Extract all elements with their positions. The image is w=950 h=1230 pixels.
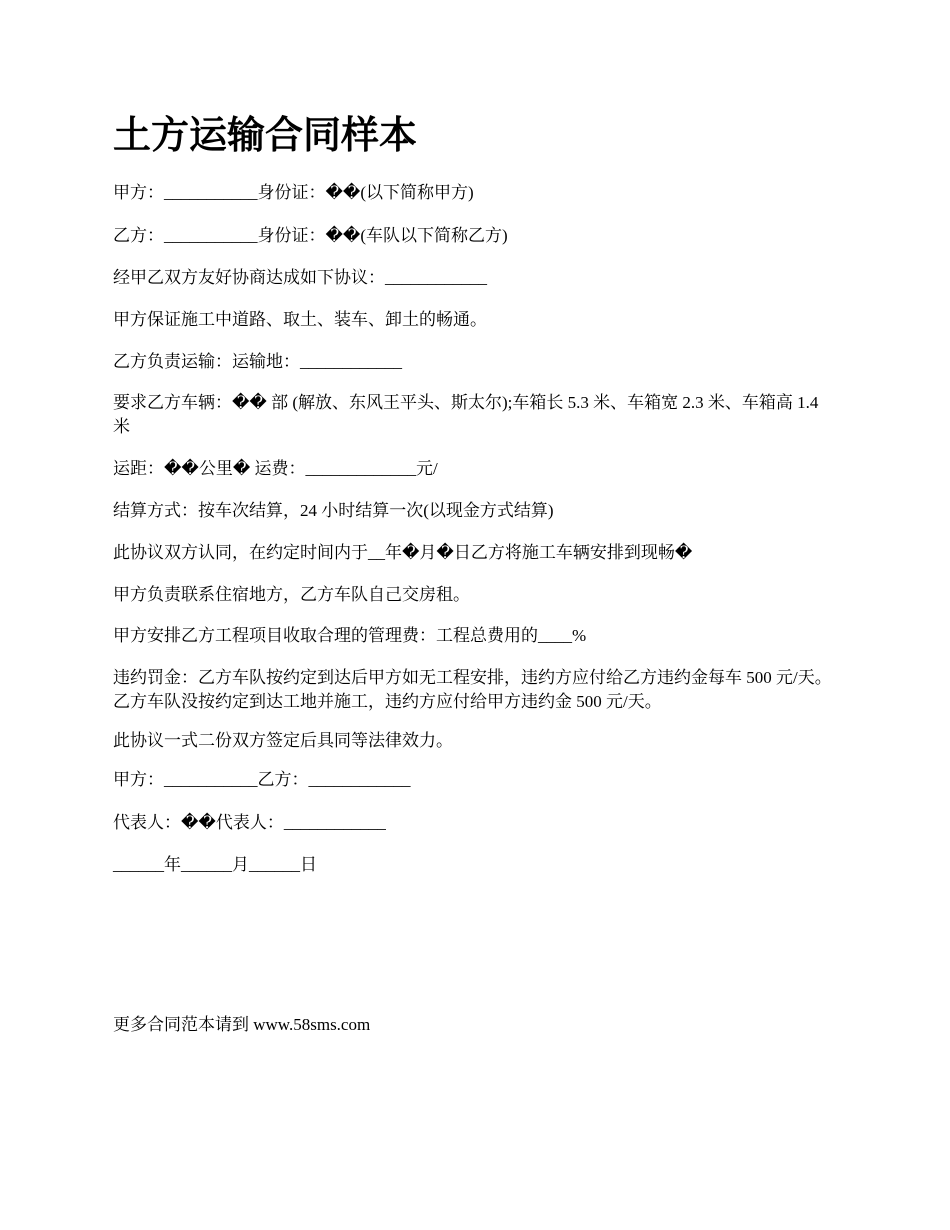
clause-transport-location: 乙方负责运输：运输地：____________ xyxy=(113,352,402,371)
document-title: 土方运输合同样本 xyxy=(113,115,418,157)
clause-penalty: 违约罚金：乙方车队按约定到达后甲方如无工程安排，违约方应付给乙方违约金每车 500 元/天。乙方车队没按约定到达工地并施工，违约方应付给甲方违约金 500 元/天。 xyxy=(113,668,832,711)
clause-settlement: 结算方式：按车次结算，24 小时结算一次(以现金方式结算) xyxy=(113,501,554,520)
agreement-intro: 经甲乙双方友好协商达成如下协议：____________ xyxy=(113,268,487,287)
clause-vehicle-requirements: 要求乙方车辆：�� 部 (解放、东风王平头、斯太尔);车箱长 5.3 米、车箱宽 2.3 米、车箱高 1.4 米 xyxy=(113,393,819,436)
clause-schedule: 此协议双方认同，在约定时间内于__年�月�日乙方将施工车辆安排到现畅� xyxy=(113,543,693,562)
clause-distance-fee: 运距：��公里� 运费：_____________元/ xyxy=(113,459,438,478)
signature-date: ______年______月______日 xyxy=(113,855,317,874)
clause-accommodation: 甲方负责联系住宿地方，乙方车队自己交房租。 xyxy=(113,585,470,604)
clause-road-access: 甲方保证施工中道路、取土、装车、卸土的畅通。 xyxy=(113,310,487,329)
clause-management-fee: 甲方安排乙方工程项目收取合理的管理费：工程总费用的____% xyxy=(113,626,587,645)
signature-representatives: 代表人：��代表人：____________ xyxy=(113,813,386,832)
party-b-line: 乙方：___________身份证：��(车队以下简称乙方) xyxy=(113,226,508,245)
party-a-line: 甲方：___________身份证：��(以下简称甲方) xyxy=(113,183,474,202)
clause-validity: 此协议一式二份双方签定后具同等法律效力。 xyxy=(113,731,453,750)
footer-note: 更多合同范本请到 www.58sms.com xyxy=(113,1015,371,1034)
signature-parties: 甲方：___________乙方：____________ xyxy=(113,770,411,789)
